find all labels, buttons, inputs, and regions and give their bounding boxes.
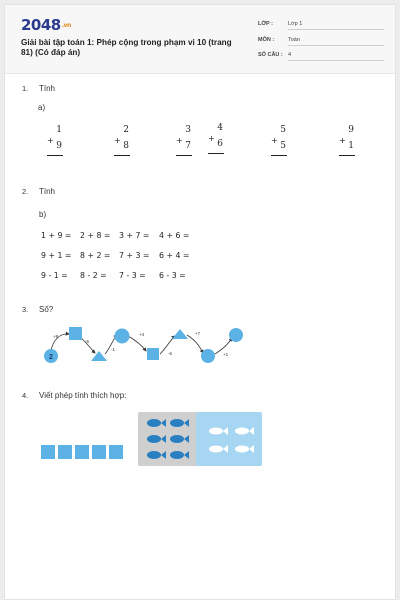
- question-1-number: 1.: [22, 84, 29, 93]
- number-chain-diagram: [39, 321, 249, 369]
- page-header: [5, 5, 395, 74]
- question-2-number: 2.: [22, 187, 29, 196]
- blue-square: [109, 445, 123, 459]
- sum-line: [208, 153, 224, 154]
- sum-line: [47, 155, 63, 156]
- vertical-addition-6: [339, 125, 357, 165]
- addend-top: 4: [217, 123, 223, 133]
- equation: 4 + 6 =: [159, 231, 190, 240]
- vertical-addition-5: [271, 125, 289, 165]
- question-2-sub-b: b): [39, 210, 47, 219]
- equation: 1 + 9 =: [41, 231, 72, 240]
- logo-domain: .vn: [61, 22, 71, 29]
- question-1-sub-a: a): [38, 103, 46, 112]
- plus-sign: +: [208, 134, 215, 143]
- addend-top: 9: [348, 125, 354, 135]
- blue-square: [58, 445, 72, 459]
- triangle-shape[interactable]: [172, 329, 188, 339]
- page-title: Giải bài tập toán 1: Phép cộng trong phạm vi 10 (trang 81) (Có đáp án): [21, 38, 232, 57]
- question-4-number: 4.: [22, 391, 29, 400]
- circle-shape[interactable]: [115, 329, 130, 344]
- op-label: +8: [53, 334, 59, 339]
- equation: 9 + 1 =: [41, 251, 72, 260]
- start-value: 2: [49, 354, 53, 361]
- square-shape[interactable]: [69, 327, 82, 340]
- blue-fish-panel: [196, 412, 262, 466]
- square-shape[interactable]: [147, 348, 159, 360]
- addend-top: 3: [185, 125, 191, 135]
- circle-shape[interactable]: [201, 349, 215, 363]
- addend-bottom: 1: [348, 141, 354, 151]
- equation: 6 - 3 =: [159, 271, 186, 280]
- equation: 8 - 2 =: [80, 271, 107, 280]
- addend-bottom: 5: [280, 141, 286, 151]
- cross-shape[interactable]: [229, 328, 243, 342]
- question-1-title: Tính: [39, 84, 56, 93]
- plus-sign: +: [271, 136, 278, 145]
- addend-top: 5: [280, 125, 286, 135]
- site-logo[interactable]: [21, 16, 71, 34]
- plus-sign: +: [176, 136, 183, 145]
- meta-value-subject: Toán: [288, 37, 384, 46]
- vertical-addition-3: [176, 125, 194, 165]
- op-label: +7: [195, 331, 201, 336]
- op-label: +1: [223, 352, 229, 357]
- addend-bottom: 8: [123, 141, 129, 151]
- chain-arrow: [128, 336, 146, 351]
- equation: 9 - 1 =: [41, 271, 68, 280]
- sum-line: [271, 155, 287, 156]
- meta-label-subject: MÔN :: [258, 37, 275, 43]
- equation: 2 + 8 =: [80, 231, 111, 240]
- question-2-title: Tính: [39, 187, 56, 196]
- op-label: -6: [168, 351, 173, 356]
- question-3-title: Số?: [39, 305, 54, 314]
- meta-value-question-count: 4: [288, 52, 384, 61]
- blue-square: [75, 445, 89, 459]
- addend-bottom: 7: [185, 141, 191, 151]
- question-4-title: Viết phép tính thích hợp:: [39, 391, 127, 400]
- triangle-shape[interactable]: [91, 351, 107, 361]
- equation: 6 + 4 =: [159, 251, 190, 260]
- plus-sign: +: [114, 136, 121, 145]
- sum-line: [339, 155, 355, 156]
- op-label: -1: [111, 347, 116, 352]
- worksheet-page: [4, 4, 396, 600]
- logo-number: 2048: [21, 16, 61, 34]
- op-label: +4: [139, 332, 145, 337]
- square-row: [41, 445, 131, 461]
- blue-square: [92, 445, 106, 459]
- meta-value-class: Lớp 1: [288, 21, 384, 30]
- op-label: -5: [85, 339, 90, 344]
- question-3-number: 3.: [22, 305, 29, 314]
- chain-arrow: [187, 335, 203, 353]
- vertical-addition-4: [208, 123, 226, 163]
- fish-picture: [138, 412, 262, 466]
- addend-top: 2: [123, 125, 129, 135]
- equation: 7 + 3 =: [119, 251, 150, 260]
- sum-line: [176, 155, 192, 156]
- addend-top: 1: [56, 125, 62, 135]
- vertical-addition-2: [114, 125, 132, 165]
- plus-sign: +: [339, 136, 346, 145]
- equation: 3 + 7 =: [119, 231, 150, 240]
- meta-label-question-count: SỐ CÂU :: [258, 52, 283, 58]
- sum-line: [114, 155, 130, 156]
- addend-bottom: 9: [56, 141, 62, 151]
- vertical-addition-1: [47, 125, 65, 165]
- equation: 7 - 3 =: [119, 271, 146, 280]
- addend-bottom: 6: [217, 139, 223, 149]
- plus-sign: +: [47, 136, 54, 145]
- meta-label-class: LỚP :: [258, 21, 273, 27]
- equation: 8 + 2 =: [80, 251, 111, 260]
- blue-square: [41, 445, 55, 459]
